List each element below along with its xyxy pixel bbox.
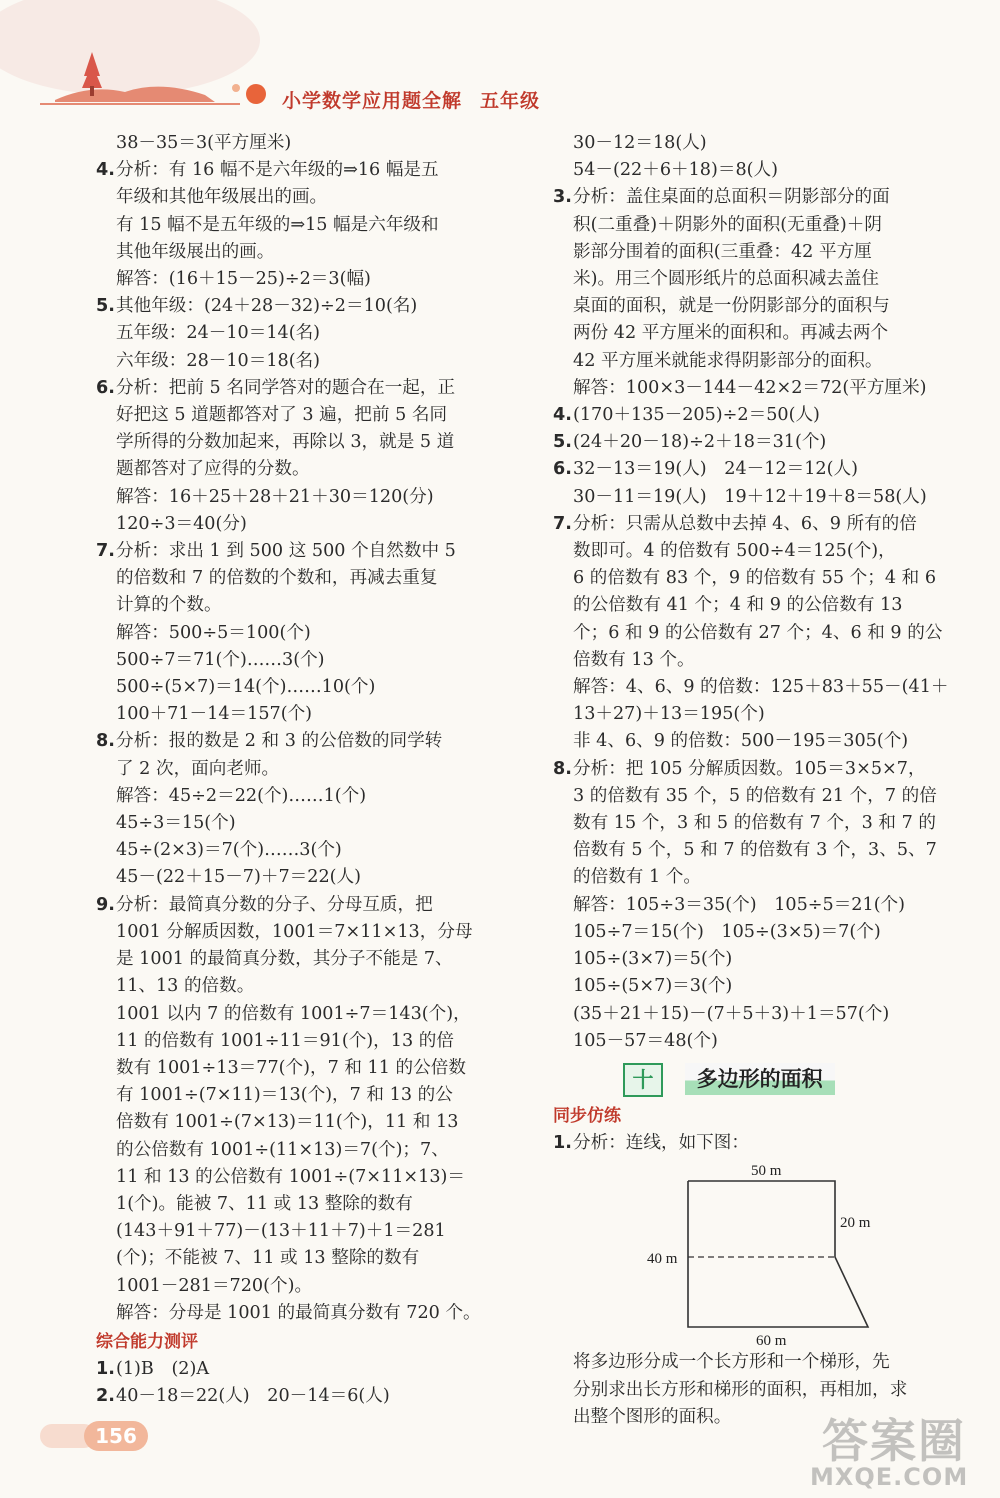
text-line: 500÷7＝71(个)……3(个) [116,649,325,670]
text-line: 11、13 的倍数。 [116,976,255,997]
text-line: 11 和 13 的公倍数有 1001÷(7×11×13)＝ [116,1166,465,1187]
text-line: 40－18＝22(人) 20－14＝6(人) [116,1386,390,1407]
text-line: 1001－281＝720(个)。 [116,1275,313,1296]
item-number: 1. [96,1359,115,1380]
text-line: 好把这 5 道题都答对了 3 遍，把前 5 名同 [116,405,448,426]
right-column [553,130,973,1431]
answer-item-9 [96,892,508,1327]
label-top: 50 m [751,1163,782,1180]
label-left: 40 m [647,1251,678,1268]
item-number: 7. [553,513,572,534]
header-landscape-illustration [0,0,330,120]
text-line: 的公倍数有 1001÷(11×13)＝7(个)；7、 [116,1139,449,1160]
text-line: 分析：求出 1 到 500 这 500 个自然数中 5 [116,541,456,562]
text-line: 分析：有 16 幅不是六年级的⇒16 幅是五 [116,160,439,181]
text-line: 45÷(2×3)＝7(个)……3(个) [116,840,342,861]
section-heading-comprehensive: 综合能力测评 [96,1331,198,1352]
grade-label: 五年级 [480,90,541,112]
text-line: 分析：最简真分数的分子、分母互质，把 [116,894,433,915]
text-line: 解答：16＋25＋28＋21＋30＝120(分) [116,486,434,507]
test-item-7 [553,511,973,756]
text-line: (1)B (2)A [116,1359,210,1380]
text-line: 年级和其他年级展出的画。 [116,187,328,208]
page-number: 156 [84,1421,148,1451]
text-line: 解答：45÷2＝22(个)……1(个) [116,785,367,806]
text-line: 分析：连线，如下图： [573,1133,749,1154]
text-line: 的公倍数有 41 个；4 和 9 的公倍数有 13 [573,595,903,616]
text-line: 45－(22＋15－7)＋7＝22(人) [116,867,361,888]
text-line: 100＋71－14＝157(个) [116,704,313,725]
text-line: 有 15 幅不是五年级的⇒15 幅是六年级和 [116,214,439,235]
text-line: 数有 15 个，3 和 5 的倍数有 7 个，3 和 7 的 [573,813,937,834]
polygon-diagram [553,1159,973,1349]
text-line: 出整个图形的面积。 [573,1406,732,1427]
test-item-2 [96,1383,508,1410]
practice-item-1 [553,1130,973,1157]
answer-item-6 [96,375,508,538]
text-line: 6 的倍数有 83 个，9 的倍数有 55 个；4 和 6 [573,568,937,589]
text-line: 105－57＝48(个) [573,1030,718,1051]
item-number: 4. [553,405,572,426]
text-line: (个)；不能被 7、11 或 13 整除的数有 [116,1248,420,1269]
label-bottom: 60 m [756,1333,787,1350]
item-number: 7. [96,541,115,562]
text-line: (170＋135－205)÷2＝50(人) [573,405,820,426]
item-number: 9. [96,894,115,915]
text-line: 倍数有 13 个。 [573,649,695,670]
text-line: 11 的倍数有 1001÷11＝91(个)，13 的倍 [116,1030,454,1051]
text-line: 解答：100×3－144－42×2＝72(平方厘米) [573,377,927,398]
text-line: 计算的个数。 [116,595,222,616]
text-line: 了 2 次，面向老师。 [116,758,280,779]
text-line: 分析：报的数是 2 和 3 的公倍数的同学转 [116,731,443,752]
text-line: 500÷(5×7)＝14(个)……10(个) [116,677,376,698]
item-number: 8. [553,758,572,779]
continued-line: 54－(22＋6＋18)＝8(人) [573,160,778,181]
item-number: 5. [96,296,115,317]
text-line: 1001 分解质因数，1001＝7×11×13，分母 [116,921,473,942]
answer-item-7 [96,538,508,728]
text-line: (143＋91＋77)－(13＋11＋7)＋1＝281 [116,1221,446,1242]
text-line: 是 1001 的最简真分数，其分子不能是 7、 [116,949,453,970]
text-line: 的倍数有 1 个。 [573,867,701,888]
text-line: 题都答对了应得的分数。 [116,459,310,480]
text-line: 有 1001÷(7×11)＝13(个)，7 和 13 的公 [116,1085,453,1106]
text-line: 五年级：24－10＝14(名) [116,323,321,344]
answer-item-4 [96,157,508,293]
watermark-url: MXQE.COM [810,1463,969,1491]
header-dot-large [246,84,266,104]
page-header [0,0,1000,120]
header-dot-small [232,84,240,92]
text-line: 105÷7＝15(个) 105÷(3×5)＝7(个) [573,921,881,942]
text-line: 数即可。4 的倍数有 500÷4＝125(个)， [573,541,896,562]
polygon-outline [688,1181,868,1327]
text-line: 105÷(3×7)＝5(个) [573,949,733,970]
chapter-title: 多边形的面积 [685,1063,835,1095]
text-line: 两份 42 平方厘米的面积和。再减去两个 [573,323,889,344]
item-number: 6. [553,459,572,480]
test-item-1 [96,1356,508,1383]
text-line: 分析：只需从总数中去掉 4、6、9 所有的倍 [573,513,917,534]
item-number: 5. [553,432,572,453]
book-title-text: 小学数学应用题全解 [282,90,463,112]
text-line: 非 4、6、9 的倍数：500－195＝305(个) [573,731,909,752]
test-item-8 [553,756,973,1055]
text-line: 解答：105÷3＝35(个) 105÷5＝21(个) [573,894,906,915]
watermark [800,1405,990,1495]
text-line: 解答：500÷5＝100(个) [116,622,311,643]
item-number: 4. [96,160,115,181]
text-line: 13＋27)＋13＝195(个) [573,704,765,725]
test-item-4 [553,402,973,429]
item-number: 6. [96,377,115,398]
answer-item-5 [96,293,508,375]
text-line: 1001 以内 7 的倍数有 1001÷7＝143(个)， [116,1003,471,1024]
text-line: 解答：分母是 1001 的最简真分数有 720 个。 [116,1302,481,1323]
chapter-number: 十 [623,1063,663,1097]
test-item-3 [553,184,973,402]
continued-line: 30－12＝18(人) [573,133,707,153]
text-line: 桌面的面积，就是一份阴影部分的面积与 [573,296,890,317]
text-line: 倍数有 5 个，5 和 7 的倍数有 3 个，3、5、7 [573,840,937,861]
text-line: 120÷3＝40(分) [116,513,247,534]
text-line: 其他年级：(24＋28－32)÷2＝10(名) [116,296,418,317]
text-line: 的倍数和 7 的倍数的个数和，再减去重复 [116,568,438,589]
book-title [282,86,540,113]
test-item-6 [553,456,973,510]
text-line: 解答：4、6、9 的倍数：125＋83＋55－(41＋ [573,677,949,698]
text-line: 32－13＝19(人) 24－12＝12(人) [573,459,858,480]
section-heading-practice: 同步仿练 [553,1105,621,1126]
text-line: 将多边形分成一个长方形和一个梯形，先 [573,1352,890,1373]
label-right: 20 m [840,1215,871,1232]
text-line: 倍数有 1001÷(7×13)＝11(个)，11 和 13 [116,1112,459,1133]
text-line: 数有 1001÷13＝77(个)，7 和 11 的公倍数 [116,1057,466,1078]
watermark-logo: 答案圈 [822,1414,966,1468]
item-number: 8. [96,731,115,752]
text-line: 30－11＝19(人) 19＋12＋19＋8＝58(人) [573,486,927,507]
text-line: 分析：把前 5 名同学答对的题合在一起，正 [116,377,456,398]
text-line: 解答：(16＋15－25)÷2＝3(幅) [116,269,371,290]
text-line: 45÷3＝15(个) [116,813,236,834]
text-line: 105÷(5×7)＝3(个) [573,976,733,997]
text-line: 分析：把 105 分解质因数。105＝3×5×7， [573,758,926,779]
text-line: 42 平方厘米就能求得阴影部分的面积。 [573,350,883,371]
item-number: 2. [96,1386,115,1407]
text-line: 个；6 和 9 的公倍数有 27 个；4、6 和 9 的公 [573,622,943,643]
text-line: 学所得的分数加起来，再除以 3，就是 5 道 [116,432,455,453]
text-line: (35＋21＋15)－(7＋5＋3)＋1＝57(个) [573,1003,890,1024]
text-line: 其他年级展出的画。 [116,241,275,262]
text-line: 六年级：28－10＝18(名) [116,350,321,371]
left-column [96,130,508,1411]
text-line: 1(个)。能被 7、11 或 13 整除的数有 [116,1193,413,1214]
text-line: 米)。用三个圆形纸片的总面积减去盖住 [573,269,879,290]
text-line: 分析：盖住桌面的总面积＝阴影部分的面 [573,187,890,208]
text-line: 影部分围着的面积(三重叠：42 平方厘 [573,241,872,262]
chapter-banner [623,1063,973,1097]
item-number: 3. [553,187,572,208]
text-line: 3 的倍数有 35 个，5 的倍数有 21 个，7 的倍 [573,785,937,806]
continued-line: 38－35＝3(平方厘米) [116,133,292,153]
test-item-5 [553,429,973,456]
polygon-figure [553,1159,973,1349]
text-line: 分别求出长方形和梯形的面积，再相加，求 [573,1379,908,1400]
text-line: 积(二重叠)＋阴影外的面积(无重叠)＋阴 [573,214,882,235]
answer-item-8 [96,728,508,891]
text-line: (24＋20－18)÷2＋18＝31(个) [573,432,827,453]
item-number: 1. [553,1133,572,1154]
